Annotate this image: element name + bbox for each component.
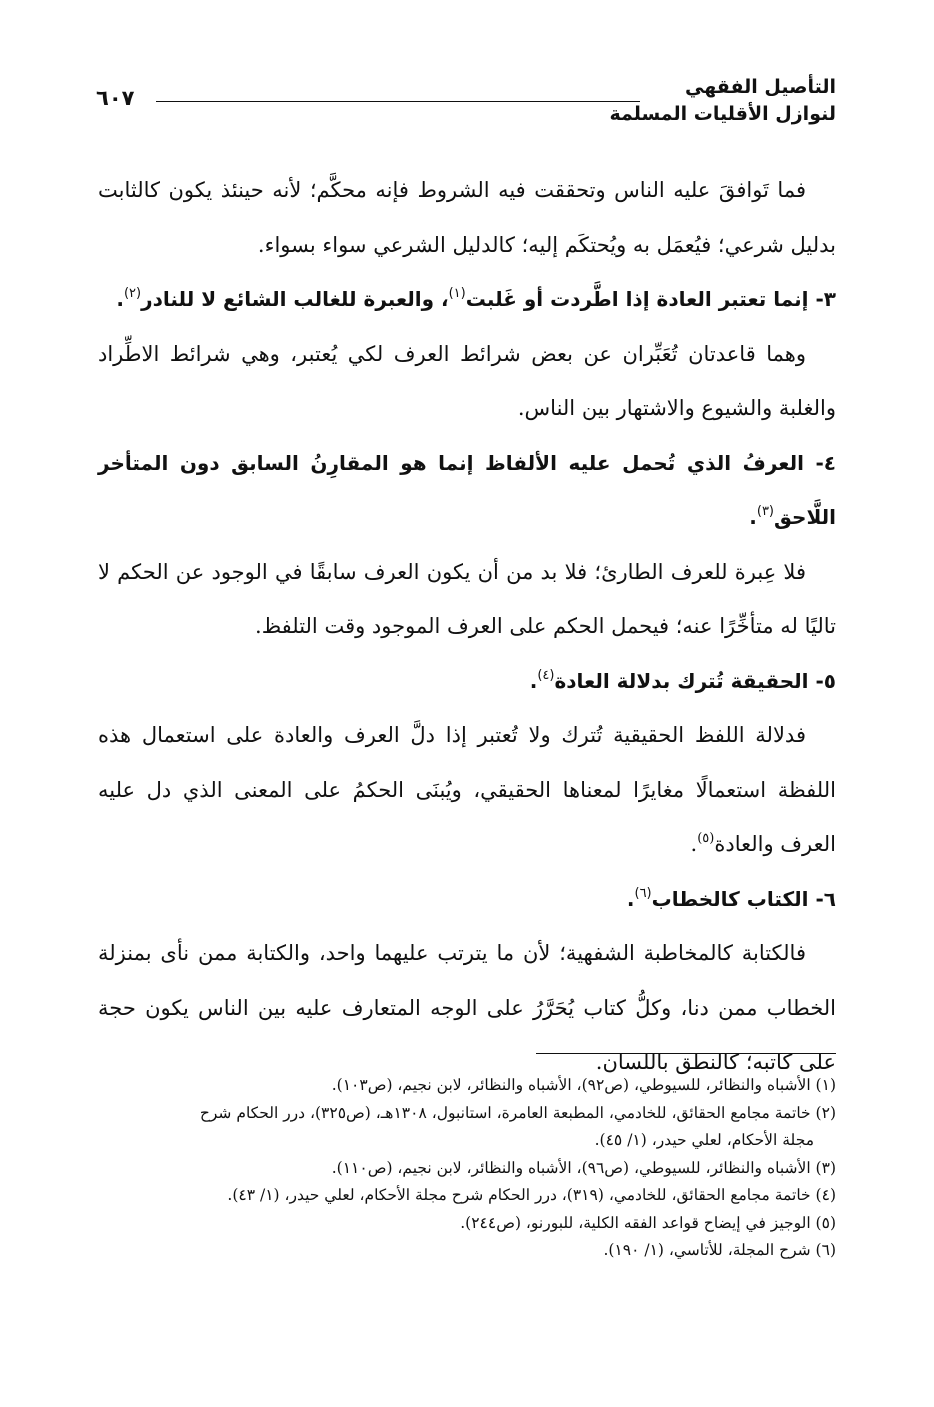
paragraph-5: فالكتابة كالمخاطبة الشفهية؛ لأن ما يترتب عليهما واحد، والكتابة ممن نأى بمنزلة الخطاب ممن دنا، وكلُّ كتاب يُحَرَّرُ على الوجه المتعارف عليه بين الناس يكون حجة على كاتبه؛ كالنطق باللسان.: [98, 941, 836, 1074]
paragraph-4-text: فدلالة اللفظ الحقيقية تُترك ولا تُعتبر إذا دلَّ العرف والعادة على استعمال هذه اللفظة استعمالًا مغايرًا لمعناها الحقيقي، ويُبنَى الحكمُ على المعنى الذي دل عليه العرف والعادة: [98, 723, 836, 856]
paragraph-3: فلا عِبرة للعرف الطارئ؛ فلا بد من أن يكون العرف سابقًا في الوجود عن الحكم لا تاليًا له متأخِّرًا عنه؛ فيحمل الحكم على العرف الموجود وقت التلفظ.: [98, 559, 836, 638]
rule-3-text-a: ٣- إنما تعتبر العادة إذا اطَّردت أو غَلبت: [465, 287, 836, 311]
paragraph-2: وهما قاعدتان تُعَبِّران عن بعض شرائط العرف لكي يُعتبر، وهي شرائط الاطِّراد والغلبة والشيوع والاشتهار بين الناس.: [98, 341, 836, 420]
book-title-line-1: التأصيل الفقهي: [685, 76, 836, 98]
footnote-2: (٢) خاتمة مجامع الحقائق، للخادمي، المطبعة العامرة، استانبول، ١٣٠٨هـ، (ص٣٢٥)، درر الحكام شرح: [199, 1103, 836, 1122]
paragraph-4-period: .: [690, 832, 698, 856]
footnote-2-continuation: مجلة الأحكام، لعلي حيدر، (١/ ٤٥).: [594, 1131, 814, 1149]
footnotes: [94, 1072, 836, 1265]
rule-4-period: .: [749, 505, 757, 529]
rule-4-text: ٤- العرفُ الذي تُحمل عليه الألفاظ إنما هو المقارِنُ السابق دون المتأخر اللَّاحق: [98, 450, 836, 529]
footnote-1: (١) الأشباه والنظائر، للسيوطي، (ص٩٢)، الأشباه والنظائر، لابن نجيم، (ص١٠٣).: [331, 1076, 836, 1094]
footnote-ref-1[interactable]: (١): [448, 286, 466, 301]
rule-4-heading: [98, 436, 836, 545]
rule-6-heading: [98, 872, 836, 927]
header-rule: [156, 101, 640, 102]
footnote-ref-2[interactable]: (٢): [123, 286, 142, 301]
footnote-4: (٤) خاتمة مجامع الحقائق، للخادمي، (٣١٩)، درر الحكام شرح مجلة الأحكام، لعلي حيدر، (١/ ٤٣).: [227, 1186, 836, 1204]
rule-5-heading: [98, 654, 836, 709]
paragraph-1: فما تَوافقَ عليه الناس وتحققت فيه الشروط فإنه محكَّم؛ لأنه حينئذ يكون كالثابت بدليل شرعي؛ فيُعمَل به ويُحتكَم إليه؛ كالدليل الشرعي سواء بسواء.: [98, 178, 836, 257]
rule-5-text: ٥- الحقيقة تُترك بدلالة العادة: [554, 668, 836, 693]
rule-6-period: .: [626, 886, 635, 911]
rule-3-period: .: [116, 287, 124, 311]
footnote-ref-3[interactable]: (٣): [756, 504, 774, 519]
paragraph-4: [98, 708, 836, 872]
page-number: ٦٠٧: [96, 86, 135, 110]
rule-3-text-b: ، والعبرة للغالب الشائع لا للنادر: [141, 287, 449, 311]
footnote-3: (٣) الأشباه والنظائر، للسيوطي، (ص٩٦)، الأشباه والنظائر، لابن نجيم، (ص١١٠).: [331, 1158, 836, 1177]
book-title: [609, 74, 836, 128]
footnote-separator: [536, 1053, 836, 1054]
running-header: [96, 74, 836, 146]
footnote-ref-6[interactable]: (٦): [634, 885, 652, 901]
rule-5-period: .: [529, 668, 538, 693]
footnote-6: (٦) شرح المجلة، للأتاسي، (١/ ١٩٠).: [603, 1241, 836, 1259]
main-text: [98, 163, 836, 1090]
footnote-ref-4[interactable]: (٤): [537, 667, 555, 683]
book-title-line-2: لنوازل الأقليات المسلمة: [609, 103, 836, 125]
footnote-ref-5[interactable]: (٥): [697, 831, 715, 846]
rule-6-text: ٦- الكتاب كالخطاب: [651, 886, 836, 911]
footnote-5: (٥) الوجيز في إيضاح قواعد الفقه الكلية، للبورنو، (ص٢٤٤).: [460, 1213, 836, 1232]
rule-3-heading: [98, 272, 836, 327]
